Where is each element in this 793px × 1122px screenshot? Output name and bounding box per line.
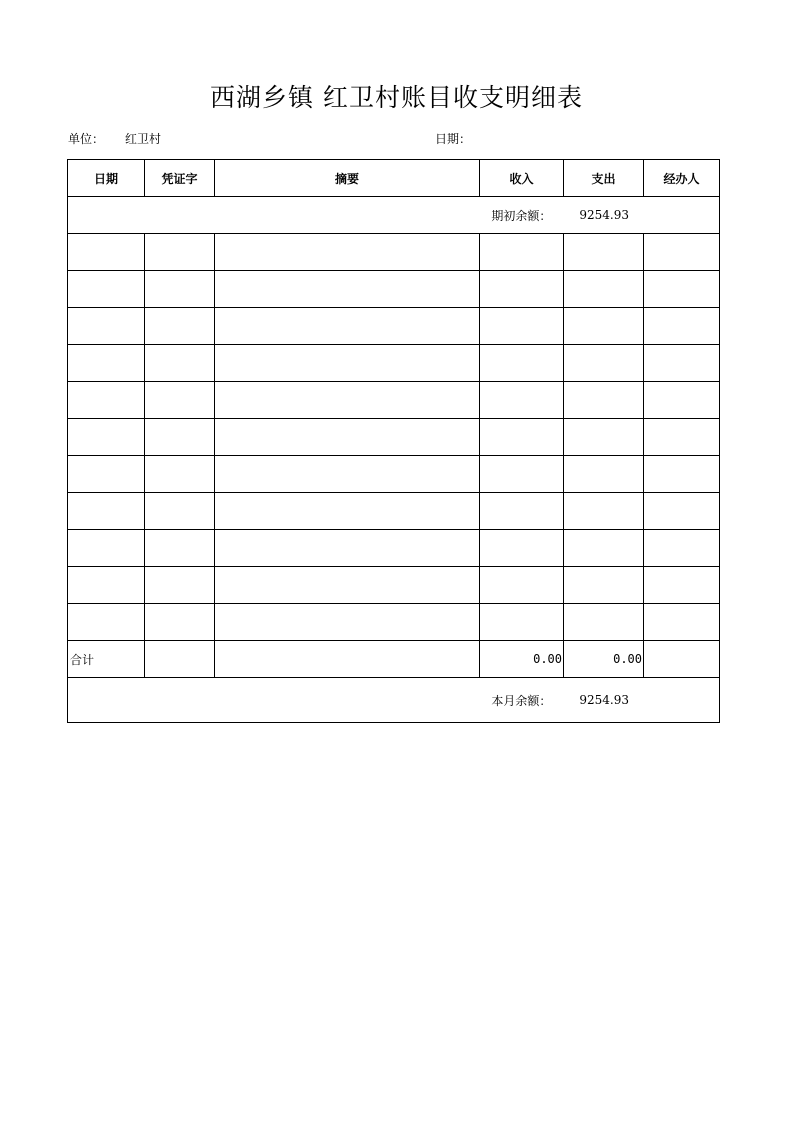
table-row xyxy=(68,530,720,567)
voucher-cell[interactable] xyxy=(145,382,215,419)
table-row xyxy=(68,234,720,271)
total-row xyxy=(68,641,720,678)
column-header-expense: 支出 xyxy=(564,160,644,197)
date-cell[interactable] xyxy=(68,419,145,456)
income-cell[interactable] xyxy=(480,271,564,308)
entry-rows xyxy=(68,234,720,641)
summary-cell[interactable] xyxy=(215,271,480,308)
voucher-cell[interactable] xyxy=(145,456,215,493)
income-cell[interactable] xyxy=(480,567,564,604)
date-cell[interactable] xyxy=(68,567,145,604)
income-cell[interactable] xyxy=(480,382,564,419)
date-cell[interactable] xyxy=(68,382,145,419)
income-cell[interactable] xyxy=(480,604,564,641)
column-header-handler: 经办人 xyxy=(644,160,720,197)
voucher-cell[interactable] xyxy=(145,493,215,530)
handler-cell[interactable] xyxy=(644,456,720,493)
handler-cell[interactable] xyxy=(644,234,720,271)
summary-cell[interactable] xyxy=(215,530,480,567)
expense-cell[interactable] xyxy=(564,382,644,419)
handler-cell[interactable] xyxy=(644,419,720,456)
expense-cell[interactable] xyxy=(564,530,644,567)
expense-cell[interactable] xyxy=(564,345,644,382)
table-row xyxy=(68,493,720,530)
summary-cell[interactable] xyxy=(215,567,480,604)
expense-cell[interactable] xyxy=(564,308,644,345)
summary-cell[interactable] xyxy=(215,308,480,345)
column-header-summary: 摘要 xyxy=(215,160,480,197)
date-cell[interactable] xyxy=(68,604,145,641)
handler-cell[interactable] xyxy=(644,530,720,567)
summary-cell[interactable] xyxy=(215,493,480,530)
opening-balance-value: 9254.93 xyxy=(579,208,629,222)
income-cell[interactable] xyxy=(480,530,564,567)
expense-cell[interactable] xyxy=(564,604,644,641)
table-row xyxy=(68,567,720,604)
handler-cell[interactable] xyxy=(644,308,720,345)
table-row xyxy=(68,308,720,345)
unit-value: 红卫村 xyxy=(125,132,162,146)
summary-cell[interactable] xyxy=(215,234,480,271)
column-header-income: 收入 xyxy=(480,160,564,197)
ledger-table xyxy=(67,159,720,723)
voucher-cell[interactable] xyxy=(145,567,215,604)
income-cell[interactable] xyxy=(480,308,564,345)
expense-cell[interactable] xyxy=(564,456,644,493)
handler-cell[interactable] xyxy=(644,271,720,308)
summary-cell[interactable] xyxy=(215,604,480,641)
unit-label: 单位： xyxy=(68,132,105,146)
column-header-date: 日期 xyxy=(68,160,145,197)
total-voucher-cell xyxy=(145,641,215,678)
summary-cell[interactable] xyxy=(215,345,480,382)
total-summary-cell xyxy=(215,641,480,678)
handler-cell[interactable] xyxy=(644,604,720,641)
voucher-cell[interactable] xyxy=(145,530,215,567)
voucher-cell[interactable] xyxy=(145,271,215,308)
total-label: 合计 xyxy=(68,641,145,678)
table-row xyxy=(68,345,720,382)
expense-cell[interactable] xyxy=(564,419,644,456)
page-title: 西湖乡镇 红卫村账目收支明细表 xyxy=(210,83,583,112)
opening-balance-row xyxy=(68,197,720,234)
handler-cell[interactable] xyxy=(644,382,720,419)
voucher-cell[interactable] xyxy=(145,345,215,382)
voucher-cell[interactable] xyxy=(145,234,215,271)
income-cell[interactable] xyxy=(480,345,564,382)
table-row xyxy=(68,271,720,308)
table-row xyxy=(68,382,720,419)
voucher-cell[interactable] xyxy=(145,419,215,456)
header-row xyxy=(68,160,720,197)
table-row xyxy=(68,419,720,456)
table-row xyxy=(68,456,720,493)
column-header-voucher: 凭证字 xyxy=(145,160,215,197)
total-expense: 0.00 xyxy=(564,641,644,678)
handler-cell[interactable] xyxy=(644,345,720,382)
voucher-cell[interactable] xyxy=(145,308,215,345)
summary-cell[interactable] xyxy=(215,382,480,419)
handler-cell[interactable] xyxy=(644,567,720,604)
summary-cell[interactable] xyxy=(215,456,480,493)
total-handler-cell xyxy=(644,641,720,678)
table-row xyxy=(68,604,720,641)
date-cell[interactable] xyxy=(68,456,145,493)
date-cell[interactable] xyxy=(68,493,145,530)
expense-cell[interactable] xyxy=(564,271,644,308)
expense-cell[interactable] xyxy=(564,234,644,271)
income-cell[interactable] xyxy=(480,234,564,271)
voucher-cell[interactable] xyxy=(145,604,215,641)
summary-cell[interactable] xyxy=(215,419,480,456)
date-label: 日期： xyxy=(435,132,472,146)
handler-cell[interactable] xyxy=(644,493,720,530)
date-cell[interactable] xyxy=(68,308,145,345)
income-cell[interactable] xyxy=(480,493,564,530)
closing-balance-row xyxy=(68,678,720,723)
closing-balance-label: 本月余额： xyxy=(491,693,552,708)
closing-balance-value: 9254.93 xyxy=(579,693,629,707)
total-income: 0.00 xyxy=(480,641,564,678)
opening-balance-label: 期初余额： xyxy=(491,208,552,223)
expense-cell[interactable] xyxy=(564,567,644,604)
date-cell[interactable] xyxy=(68,271,145,308)
date-cell[interactable] xyxy=(68,234,145,271)
income-cell[interactable] xyxy=(480,419,564,456)
date-cell[interactable] xyxy=(68,345,145,382)
expense-cell[interactable] xyxy=(564,493,644,530)
date-cell[interactable] xyxy=(68,530,145,567)
income-cell[interactable] xyxy=(480,456,564,493)
